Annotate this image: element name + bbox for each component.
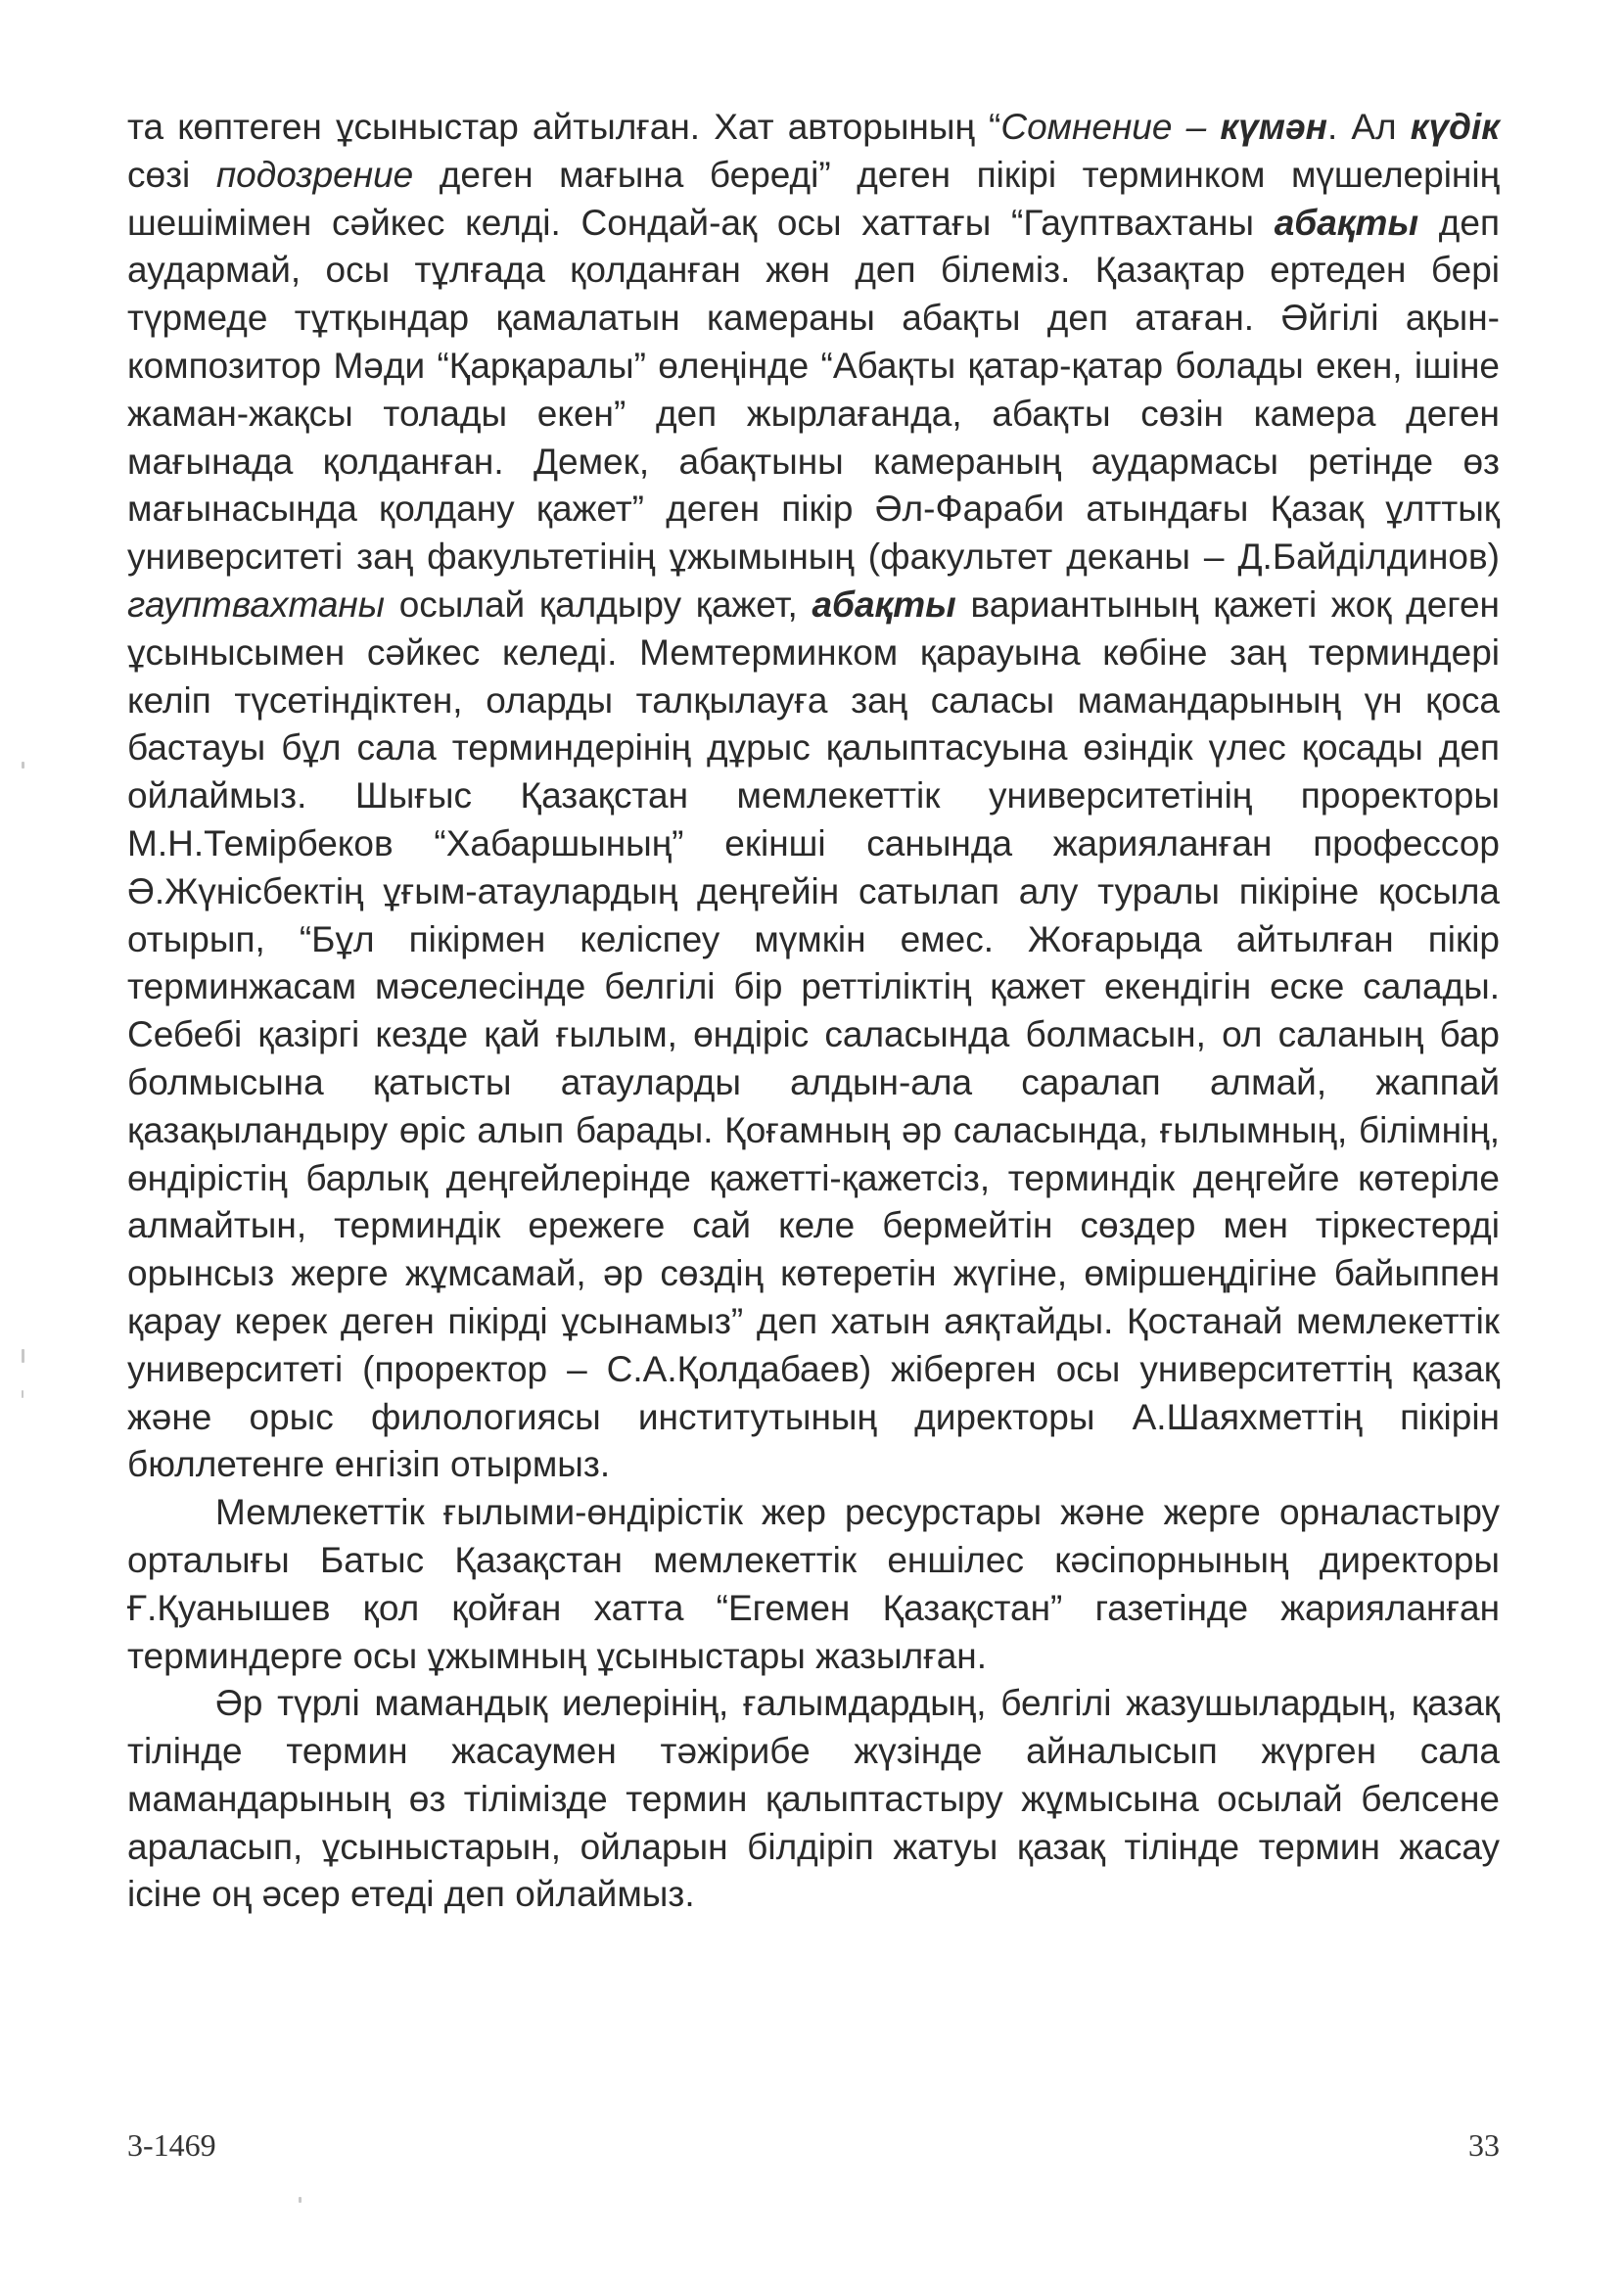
highlighted-term: күдік bbox=[1410, 107, 1501, 147]
scan-speck bbox=[299, 2197, 302, 2203]
italic-phrase: Сомнение – bbox=[1000, 107, 1221, 147]
text-run: та көптеген ұсыныстар айтылған. Хат авторының “ bbox=[127, 107, 1001, 147]
text-run: деген мағына береді” деген пікірі терминком мүшелерінің шешімімен сәйкес келді. Сондай-ақ осы хаттағы “Гауптвахтаны bbox=[127, 154, 1501, 243]
page-body bbox=[127, 104, 1500, 1919]
italic-phrase: гауптвахтаны bbox=[127, 583, 386, 625]
highlighted-term: күмән bbox=[1220, 107, 1327, 147]
printer-signature: 3-1469 bbox=[127, 2127, 216, 2163]
paragraph-1 bbox=[127, 104, 1500, 1489]
page-footer bbox=[127, 2127, 1500, 2170]
scan-speck bbox=[22, 762, 24, 769]
paragraph-2 bbox=[127, 1489, 1500, 1680]
text-run: деп аудармай, осы тұлғада қолданған жөн деп білеміз. Қазақтар ертеден бері түрмеде тұтқындар қамалатын камераны абақты деп атаған. Әйгілі ақын-композитор Мәди “Қарқаралы” өлеңінде “Абақты қатар-қатар болады екен, ішіне жаман-жақсы толады екен” деп жырлағанда, абақты сөзін камера деген мағынада қолданған. Демек, абақтыны камераның аудармасы ретінде өз мағынасында қолдану қажет” деген пікір Әл-Фараби атындағы Қазақ ұлттық университеті заң факультетінің ұжымының (факультет деканы – Д.Байділдинов) bbox=[127, 202, 1500, 578]
text-run: осылай қалдыру қажет, bbox=[385, 583, 812, 625]
text-run: . Ал bbox=[1326, 107, 1411, 147]
scan-speck bbox=[22, 1390, 23, 1398]
page-number: 33 bbox=[1468, 2127, 1500, 2163]
highlighted-term: абақты bbox=[1274, 202, 1419, 243]
text-run: сөзі bbox=[127, 154, 216, 195]
paragraph-3 bbox=[127, 1680, 1500, 1919]
text-run: вариантының қажеті жоқ деген ұсынысымен сәйкес келеді. Мемтерминком қарауына көбіне заң терминдері келіп түсетіндіктен, оларды талқылауға заң саласы мамандарының үн қоса бастауы бұл сала терминдерінің дұрыс қалыптасуына өзіндік үлес қосады деп ойлаймыз. Шығыс Қазақстан мемлекеттік университетінің проректоры М.Н.Темірбеков “Хабаршының” екінші санында жарияланған профессор Ә.Жүнісбектің ұғым-атаулардың деңгейін сатылап алу туралы пікіріне қосыла отырып, “Бұл пікірмен келіспеу мүмкін емес. Жоғарыда айтылған пікір терминжасам мәселесінде белгілі бір реттіліктің қажет екендігін еске салады. Себебі қазіргі кезде қай ғылым, өндіріс саласында болмасын, ол саланың бар болмысына қатысты атауларды алдын-ала саралап алмай, жаппай қазақыландыру өріс алып барады. Қоғамның әр саласында, ғылымның, білімнің, өндірістің барлық деңгейлерінде қажетті-қажетсіз, терминдік деңгейге көтеріле алмайтын, терминдік ережеге сай келе бермейтін сөздер мен тіркестерді орынсыз жерге жұмсамай, әр сөздің көтеретін жүгіне, өміршеңдігіне байыппен қарау керек деген пікірді ұсынамыз” деп хатын аяқтайды. Қостанай мемлекеттік университеті (проректор – С.А.Қолдабаев) жіберген осы университеттің қазақ және орыс филологиясы институтының директоры А.Шаяхметтің пікірін бюллетенге енгізіп отырмыз. bbox=[127, 583, 1500, 1485]
scan-speck bbox=[22, 1349, 24, 1363]
italic-phrase: подозрение bbox=[215, 154, 414, 195]
highlighted-term: абақты bbox=[812, 583, 956, 625]
text-run: Әр түрлі мамандық иелерінің, ғалымдардың, белгілі жазушылардың, қазақ тілінде термин жасаумен тәжірибе жүзінде айналысып жүрген сала мамандарының өз тілімізде термин қалыптастыру жұмысына осылай белсене араласып, ұсыныстарын, ойларын білдіріп жатуы қазақ тілінде термин жасау ісіне оң әсер етеді деп ойлаймыз. bbox=[127, 1683, 1500, 1915]
text-run: Мемлекеттік ғылыми-өндірістік жер ресурстары және жерге орналастыру орталығы Батыс Қазақстан мемлекеттік еншілес кәсіпорнының директоры Ғ.Қуанышев қол қойған хатта “Егемен Қазақстан” газетінде жарияланған терминдерге осы ұжымның ұсыныстары жазылған. bbox=[127, 1492, 1500, 1676]
